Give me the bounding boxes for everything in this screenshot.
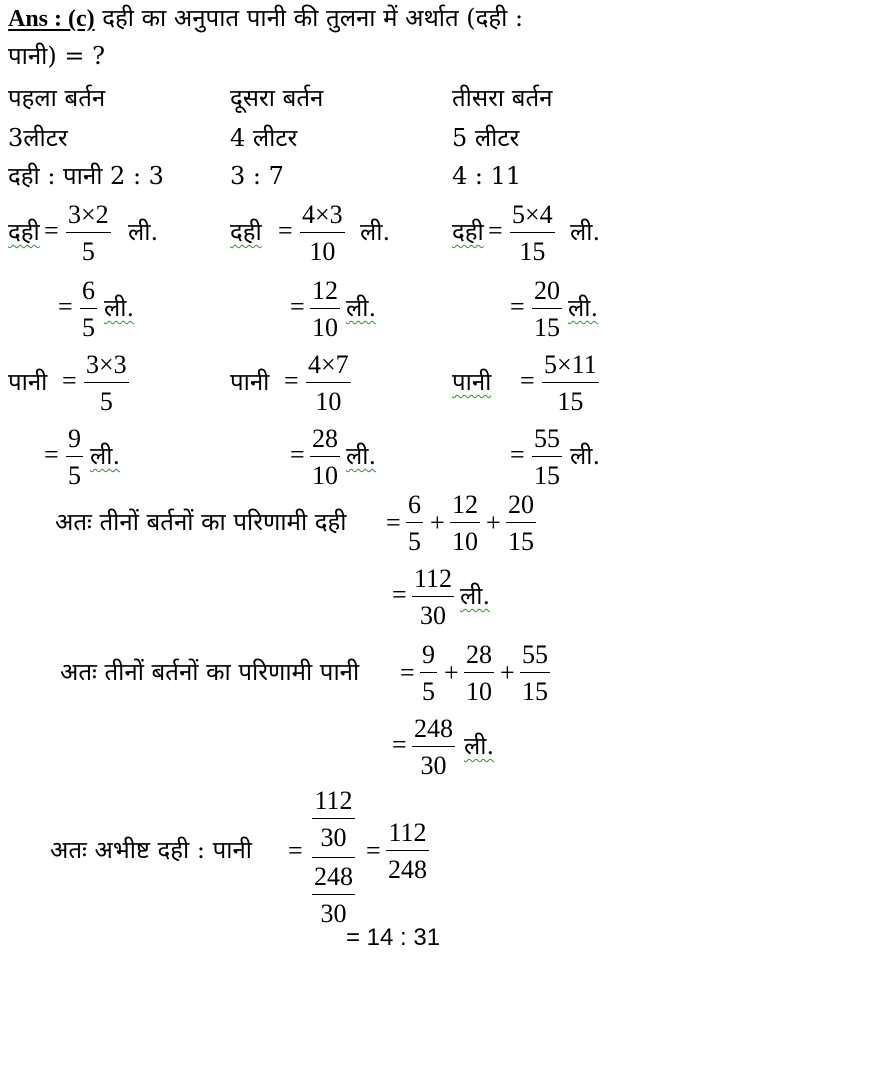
plus-sign: +: [486, 508, 501, 537]
numerator: 248: [314, 862, 353, 891]
eq-sign: =: [386, 508, 401, 537]
denominator: 10: [312, 313, 338, 342]
eq-sign: =: [58, 292, 73, 321]
vessel-1-ratio: दही : पानी 2 : 3: [8, 162, 164, 190]
vessel-2-heading: दूसरा बर्तन: [230, 84, 324, 112]
eq-sign: =: [392, 580, 407, 609]
eq-sign: =: [488, 216, 503, 245]
eq-sign: =: [392, 730, 407, 759]
total-dahi-result: [412, 566, 454, 629]
vessel-1-dahi-label: दही: [8, 218, 40, 246]
total-dahi-term-2: [450, 492, 480, 555]
numerator: 55: [534, 424, 560, 453]
numerator: 12: [312, 276, 338, 305]
numerator: 5×4: [512, 200, 553, 229]
eq-sign: =: [288, 836, 303, 865]
vessel-3-dahi-label: दही: [452, 218, 484, 246]
final-bottom-fraction: [312, 864, 355, 927]
unit-litre: ली.: [460, 582, 491, 610]
unit-litre: ली.: [360, 218, 391, 246]
denominator: 10: [312, 461, 338, 490]
eq-sign: =: [44, 216, 59, 245]
answer-label: Ans : (c): [8, 6, 95, 32]
total-pani-term-3: [520, 642, 550, 705]
numerator: 112: [314, 786, 353, 815]
denominator: 30: [420, 751, 447, 780]
vessel-3-ratio: 4 : 11: [452, 162, 522, 190]
vessel-2-volume: 4 लीटर: [230, 124, 298, 152]
eq-sign: =: [520, 366, 535, 395]
denominator: 10: [452, 527, 478, 556]
vessel-1-pani-result: [66, 426, 83, 489]
denominator: 5: [422, 677, 435, 706]
final-simplified-fraction: [386, 820, 429, 883]
denominator: 248: [388, 855, 427, 884]
unit-litre: ली.: [346, 442, 377, 470]
vessel-1-volume: 3लीटर: [8, 124, 68, 152]
numerator: 55: [522, 640, 548, 669]
denominator: 30: [320, 899, 347, 928]
vessel-3-volume: 5 लीटर: [452, 124, 520, 152]
numerator: 112: [414, 564, 453, 593]
vessel-1-heading: पहला बर्तन: [8, 84, 106, 112]
denominator: 30: [320, 823, 347, 852]
total-pani-term-1: [420, 642, 437, 705]
answer-line-2: पानी) = ?: [8, 42, 105, 70]
numerator: 6: [408, 490, 421, 519]
vessel-3-dahi-fraction: [510, 202, 555, 265]
unit-litre: ली.: [568, 294, 599, 322]
eq-sign: =: [278, 216, 293, 245]
vessel-1-pani-label: पानी: [8, 368, 48, 396]
vessel-2-dahi-label: दही: [230, 218, 262, 246]
eq-sign: =: [284, 366, 299, 395]
unit-litre: ली.: [570, 218, 601, 246]
vessel-1-dahi-result: [80, 278, 97, 341]
unit-litre: ली.: [128, 218, 159, 246]
vessel-3-pani-label: पानी: [452, 368, 492, 396]
denominator: 5: [81, 237, 95, 266]
final-compound-fraction: [312, 788, 355, 927]
vessel-2-dahi-result: [310, 278, 340, 341]
unit-litre: ली.: [570, 442, 601, 470]
numerator: 28: [312, 424, 338, 453]
numerator: 28: [466, 640, 492, 669]
eq-sign: =: [400, 658, 415, 687]
plus-sign: +: [444, 658, 459, 687]
numerator: 248: [414, 714, 453, 743]
denominator: 15: [519, 237, 546, 266]
numerator: 5×11: [544, 350, 597, 379]
eq-sign: =: [290, 440, 305, 469]
denominator: 10: [315, 387, 342, 416]
question-text: दही का अनुपात पानी की तुलना में अर्थात (दही :: [102, 4, 524, 32]
total-pani-label: अतः तीनों बर्तनों का परिणामी पानी: [60, 658, 360, 686]
total-pani-term-2: [464, 642, 494, 705]
numerator: 112: [388, 818, 427, 847]
total-pani-result: [412, 716, 455, 779]
eq-sign: =: [290, 292, 305, 321]
vessel-3-dahi-result: [532, 278, 562, 341]
denominator: 10: [466, 677, 492, 706]
numerator: 6: [82, 276, 95, 305]
eq-sign: =: [510, 440, 525, 469]
plus-sign: +: [500, 658, 515, 687]
denominator: 15: [534, 313, 560, 342]
numerator: 12: [452, 490, 478, 519]
numerator: 3×3: [86, 350, 127, 379]
unit-litre: ली.: [104, 294, 135, 322]
eq-sign: =: [510, 292, 525, 321]
vessel-3-pani-fraction: [542, 352, 599, 415]
answer-line-1: [8, 6, 523, 31]
total-dahi-term-1: [406, 492, 423, 555]
numerator: 3×2: [68, 200, 109, 229]
total-dahi-term-3: [506, 492, 536, 555]
denominator: 15: [534, 461, 560, 490]
numerator: 20: [508, 490, 534, 519]
numerator: 4×7: [308, 350, 349, 379]
unit-litre: ली.: [464, 732, 495, 760]
final-top-fraction: [312, 788, 354, 851]
vessel-1-dahi-fraction: [66, 202, 111, 265]
denominator: 5: [408, 527, 421, 556]
vessel-2-ratio: 3 : 7: [230, 162, 284, 190]
eq-sign: =: [62, 366, 77, 395]
vessel-1-pani-fraction: [84, 352, 129, 415]
denominator: 15: [522, 677, 548, 706]
vessel-2-pani-result: [310, 426, 340, 489]
denominator: 5: [99, 387, 113, 416]
eq-sign: =: [366, 836, 381, 865]
unit-litre: ली.: [346, 294, 377, 322]
eq-sign: =: [44, 440, 59, 469]
final-answer: = 14 : 31: [346, 924, 441, 951]
denominator: 5: [82, 313, 95, 342]
plus-sign: +: [430, 508, 445, 537]
vessel-2-dahi-fraction: [300, 202, 345, 265]
vessel-3-heading: तीसरा बर्तन: [452, 84, 553, 112]
denominator: 10: [309, 237, 336, 266]
numerator: 9: [422, 640, 435, 669]
numerator: 9: [68, 424, 81, 453]
vessel-3-pani-result: [532, 426, 562, 489]
vessel-2-pani-label: पानी: [230, 368, 270, 396]
denominator: 30: [420, 601, 447, 630]
denominator: 15: [557, 387, 584, 416]
numerator: 20: [534, 276, 560, 305]
unit-litre: ली.: [90, 442, 121, 470]
denominator: 15: [508, 527, 534, 556]
final-ratio-label: अतः अभीष्ट दही : पानी: [50, 836, 252, 864]
total-dahi-label: अतः तीनों बर्तनों का परिणामी दही: [55, 508, 347, 536]
vessel-2-pani-fraction: [306, 352, 351, 415]
numerator: 4×3: [302, 200, 343, 229]
denominator: 5: [68, 461, 81, 490]
